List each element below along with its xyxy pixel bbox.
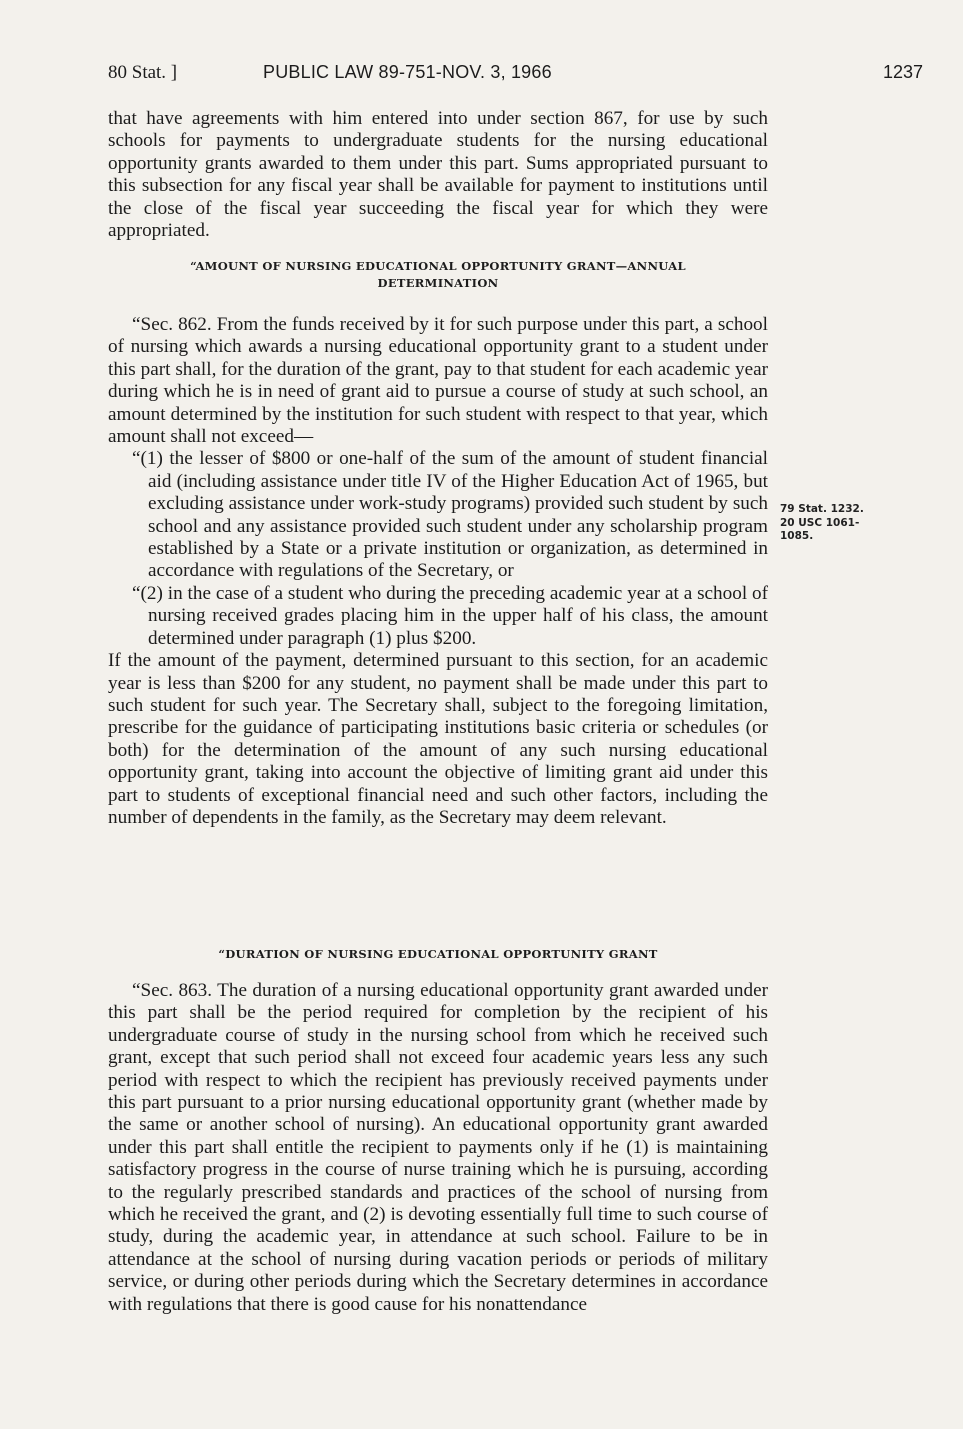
margin-citation-line: 79 Stat. 1232. (780, 503, 864, 515)
page-header (108, 62, 923, 92)
section-863-heading (108, 946, 768, 963)
section-862-item-1: “(1) the lesser of $800 or one-half of the sum of the amount of student financial aid (including assistance under title IV of the Higher Education Act of 1965, but excluding assistance under work-study programs) provided such student by such school and any assistance provided such student under any scholarship program established by a State or a private institution or organization, as determined in accordance with regulations of the Secretary, or (132, 448, 768, 582)
section-862-body (108, 314, 768, 829)
margin-citation-line: 20 USC 1061- (780, 516, 860, 529)
running-title: PUBLIC LAW 89-751-NOV. 3, 1966 (263, 62, 552, 82)
volume-reference: 80 Stat. ] (108, 62, 178, 83)
section-863-paragraph: “Sec. 863. The duration of a nursing educational opportunity grant awarded under this part shall be the period required for completion by the recipient of his undergraduate course of study in the nursing school from which he received such grant, except that such period shall not exceed four academic years less any such period with respect to which the recipient has previously received payments under this part pursuant to a prior nursing educational opportunity grant (whether made by the same or another school of nursing). An educational opportunity grant awarded under this part shall entitle the recipient to payments only if he (1) is maintaining satisfactory progress in the course of nurse training which he is pursuing, according to the regularly prescribed standards and practices of the school of nursing from which he received the grant, and (2) is devoting essentially full time to such course of study, during the academic year, in attendance at such school. Failure to be in attendance at the school of nursing during vacation periods or periods of military service, or during other periods during which the Secretary determines in accordance with regulations that there is good cause for his nonattendance (108, 980, 768, 1315)
section-heading-line: “DURATION OF NURSING EDUCATIONAL OPPORTUNITY GRANT (218, 947, 658, 961)
section-862-heading (108, 258, 768, 292)
margin-citation (780, 503, 940, 544)
section-heading-line: “AMOUNT OF NURSING EDUCATIONAL OPPORTUNITY GRANT—ANNUAL (190, 259, 686, 273)
section-862-closing-paragraph: If the amount of the payment, determined pursuant to this section, for an academic year is less than $200 for any student, no payment shall be made under this part to such student for such year. The Secretary shall, subject to the foregoing limitation, prescribe for the guidance of participating institutions basic criteria or schedules (or both) for the determination of the amount of any such nursing educational opportunity grant, taking into account the objective of limiting grant aid under this part to students of exceptional financial need and such other factors, including the number of dependents in the family, as the Secretary may deem relevant. (108, 650, 768, 828)
page-number: 1237 (882, 62, 923, 82)
section-862-item-2: “(2) in the case of a student who during the preceding academic year at a school of nursing received grades placing him in the upper half of his class, the amount determined under paragraph (1) plus $200. (132, 582, 768, 649)
section-heading-line: DETERMINATION (377, 276, 499, 290)
section-863-body (108, 980, 768, 1316)
section-862-paragraph: “Sec. 862. From the funds received by it for such purpose under this part, a school of nursing which awards a nursing educational opportunity grant to a student under this part shall, for the duration of the grant, pay to that student for each academic year during which he is in need of grant aid to pursue a course of study at such school, an amount determined by the institution for such student with respect to that year, which amount shall not exceed— (108, 314, 768, 448)
intro-paragraph: that have agreements with him entered into under section 867, for use by such schools for payments to undergraduate students for the nursing educational opportunity grants awarded to them under this part. Sums appropriated pursuant to this subsection for any fiscal year shall be available for payment to institutions until the close of the fiscal year succeeding the fiscal year for which they were appropriated. (108, 108, 768, 242)
intro-block (108, 108, 768, 242)
margin-citation-line: 1085. (780, 530, 814, 542)
